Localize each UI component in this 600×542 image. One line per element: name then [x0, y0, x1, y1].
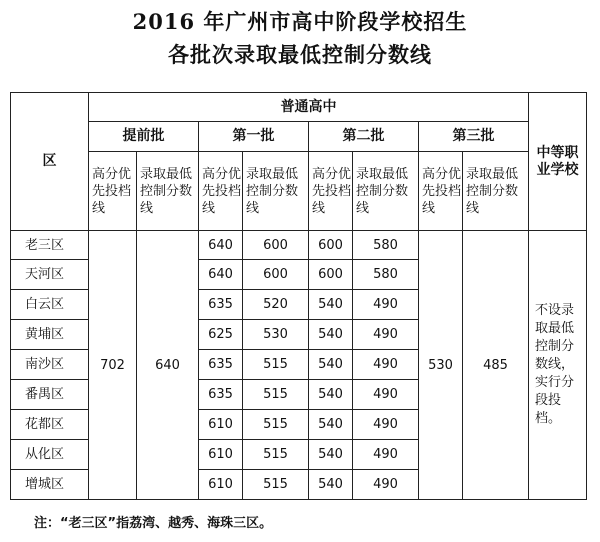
- first-min-cell: 515: [243, 350, 309, 380]
- col-priority-header: 高分优先投档线: [419, 152, 463, 231]
- second-priority-cell: 540: [309, 350, 353, 380]
- first-min-cell: 515: [243, 440, 309, 470]
- col-priority-header: 高分优先投档线: [199, 152, 243, 231]
- first-min-cell: 515: [243, 380, 309, 410]
- district-cell: 天河区: [11, 260, 89, 290]
- second-priority-cell: 600: [309, 231, 353, 260]
- district-cell: 黄埔区: [11, 320, 89, 350]
- first-priority-cell: 640: [199, 260, 243, 290]
- district-cell: 花都区: [11, 410, 89, 440]
- second-min-cell: 490: [353, 470, 419, 500]
- second-priority-cell: 540: [309, 440, 353, 470]
- batch-early-header: 提前批: [89, 122, 199, 152]
- first-min-cell: 600: [243, 231, 309, 260]
- footnote: 注：“老三区”指荔湾、越秀、海珠三区。: [34, 516, 273, 531]
- first-min-cell: 515: [243, 410, 309, 440]
- table-row: [11, 231, 587, 260]
- batch-first-header: 第一批: [199, 122, 309, 152]
- first-priority-cell: 640: [199, 231, 243, 260]
- third-min-cell: 485: [463, 231, 529, 500]
- third-priority-cell: 530: [419, 231, 463, 500]
- district-cell: 老三区: [11, 231, 89, 260]
- second-priority-cell: 540: [309, 380, 353, 410]
- page-subtitle: 各批次录取最低控制分数线: [168, 42, 432, 67]
- batch-second-header: 第二批: [309, 122, 419, 152]
- page-title: 2016 年广州市高中阶段学校招生: [132, 9, 468, 34]
- col-priority-header: 高分优先投档线: [309, 152, 353, 231]
- district-cell: 南沙区: [11, 350, 89, 380]
- general-high-school-header: 普通高中: [89, 93, 529, 122]
- second-min-cell: 490: [353, 290, 419, 320]
- first-min-cell: 530: [243, 320, 309, 350]
- district-cell: 从化区: [11, 440, 89, 470]
- second-priority-cell: 540: [309, 410, 353, 440]
- first-min-cell: 520: [243, 290, 309, 320]
- first-priority-cell: 635: [199, 290, 243, 320]
- second-min-cell: 490: [353, 320, 419, 350]
- first-min-cell: 600: [243, 260, 309, 290]
- first-priority-cell: 635: [199, 380, 243, 410]
- vocational-header: 中等职业学校: [529, 93, 587, 231]
- batch-third-header: 第三批: [419, 122, 529, 152]
- district-cell: 白云区: [11, 290, 89, 320]
- second-priority-cell: 540: [309, 320, 353, 350]
- col-priority-header: 高分优先投档线: [89, 152, 137, 231]
- score-table: [10, 92, 587, 500]
- first-priority-cell: 635: [199, 350, 243, 380]
- second-priority-cell: 540: [309, 290, 353, 320]
- col-min-header: 录取最低控制分数线: [353, 152, 419, 231]
- vocational-note-cell: 不设录取最低控制分数线，实行分段投档。: [529, 231, 587, 500]
- early-priority-cell: 702: [89, 231, 137, 500]
- first-priority-cell: 610: [199, 470, 243, 500]
- second-min-cell: 490: [353, 350, 419, 380]
- district-header: 区: [11, 93, 89, 231]
- second-min-cell: 580: [353, 231, 419, 260]
- second-min-cell: 490: [353, 440, 419, 470]
- first-priority-cell: 610: [199, 410, 243, 440]
- col-min-header: 录取最低控制分数线: [137, 152, 199, 231]
- col-min-header: 录取最低控制分数线: [243, 152, 309, 231]
- second-min-cell: 580: [353, 260, 419, 290]
- second-priority-cell: 540: [309, 470, 353, 500]
- second-min-cell: 490: [353, 410, 419, 440]
- first-priority-cell: 625: [199, 320, 243, 350]
- second-min-cell: 490: [353, 380, 419, 410]
- early-min-cell: 640: [137, 231, 199, 500]
- district-cell: 增城区: [11, 470, 89, 500]
- first-min-cell: 515: [243, 470, 309, 500]
- col-min-header: 录取最低控制分数线: [463, 152, 529, 231]
- second-priority-cell: 600: [309, 260, 353, 290]
- first-priority-cell: 610: [199, 440, 243, 470]
- district-cell: 番禺区: [11, 380, 89, 410]
